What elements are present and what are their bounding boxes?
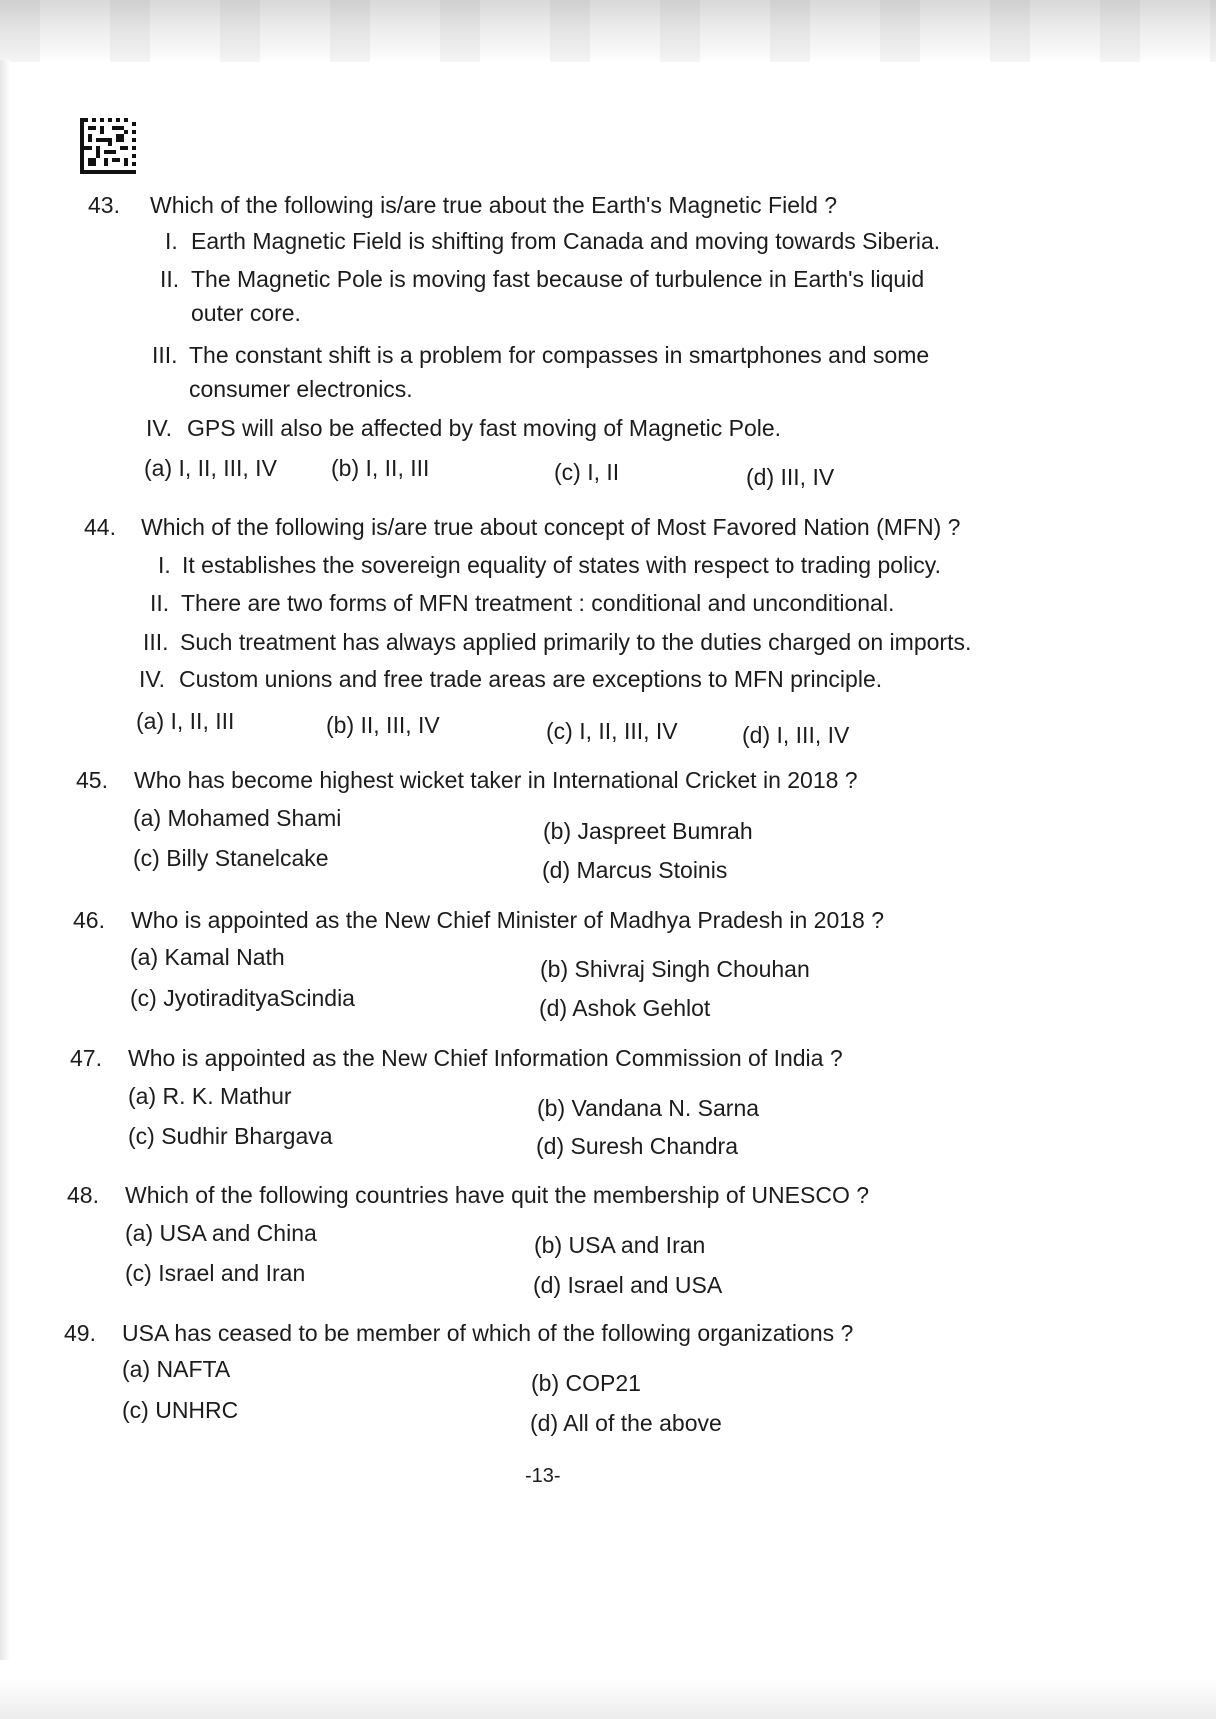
question-number: 47. [70, 1045, 102, 1071]
option-c: (c) JyotiradityaScindia [130, 985, 355, 1011]
option-a: (a) R. K. Mathur [128, 1083, 292, 1109]
question-text: Who is appointed as the New Chief Minister of Madhya Pradesh in 2018 ? [131, 907, 885, 933]
option-a: (a) I, II, III [136, 708, 235, 734]
question-text: Which of the following is/are true about concept of Most Favored Nation (MFN) ? [141, 514, 961, 540]
option-c: (c) Israel and Iran [125, 1260, 306, 1286]
statement-label: IV. [146, 415, 173, 441]
question-number: 45. [76, 767, 108, 793]
option-d: (d) Suresh Chandra [536, 1133, 738, 1159]
statement-text: Custom unions and free trade areas are exceptions to MFN principle. [179, 666, 883, 692]
statement-text: It establishes the sovereign equality of states with respect to trading policy. [182, 552, 941, 578]
statement-label: IV. [139, 666, 166, 692]
option-d: (d) Israel and USA [533, 1272, 723, 1298]
statement-continuation: outer core. [191, 300, 301, 326]
option-d: (d) All of the above [530, 1410, 722, 1436]
statement-label: I. [158, 552, 171, 578]
question-text: USA has ceased to be member of which of the following organizations ? [122, 1320, 854, 1346]
option-b: (b) COP21 [531, 1370, 641, 1396]
question-text: Who has become highest wicket taker in International Cricket in 2018 ? [134, 767, 858, 793]
option-c: (c) Sudhir Bhargava [128, 1123, 333, 1149]
option-a: (a) I, II, III, IV [144, 455, 277, 481]
question-text: Who is appointed as the New Chief Information Commission of India ? [128, 1045, 843, 1071]
option-b: (b) Shivraj Singh Chouhan [540, 956, 810, 982]
option-b: (b) Vandana N. Sarna [537, 1095, 760, 1121]
option-c: (c) I, II [554, 459, 620, 485]
question-number: 46. [73, 907, 105, 933]
statement-label: II. [150, 590, 170, 616]
option-d: (d) III, IV [746, 464, 835, 490]
statement-text: The Magnetic Pole is moving fast because of turbulence in Earth's liquid [191, 266, 925, 292]
question-number: 49. [64, 1320, 96, 1346]
option-a: (a) USA and China [125, 1220, 317, 1246]
option-c: (c) UNHRC [122, 1397, 239, 1423]
statement-text: The constant shift is a problem for compasses in smartphones and some [189, 342, 930, 368]
page-number: -13- [525, 1465, 561, 1487]
question-number: 43. [88, 192, 120, 218]
question-number: 48. [67, 1182, 99, 1208]
option-b: (b) Jaspreet Bumrah [543, 818, 753, 844]
statement-continuation: consumer electronics. [189, 376, 413, 402]
option-b: (b) II, III, IV [326, 712, 440, 738]
statement-label: II. [160, 266, 180, 292]
option-c: (c) I, II, III, IV [546, 718, 678, 744]
statement-text: GPS will also be affected by fast moving of Magnetic Pole. [187, 415, 782, 441]
option-d: (d) Marcus Stoinis [542, 857, 728, 883]
question-number: 44. [84, 514, 116, 540]
question-text: Which of the following countries have quit the membership of UNESCO ? [125, 1182, 870, 1208]
option-a: (a) Mohamed Shami [133, 805, 342, 831]
statement-text: There are two forms of MFN treatment : conditional and unconditional. [181, 590, 895, 616]
statement-text: Earth Magnetic Field is shifting from Canada and moving towards Siberia. [191, 228, 941, 254]
statement-label: III. [143, 629, 169, 655]
statement-label: I. [165, 228, 178, 254]
option-c: (c) Billy Stanelcake [133, 845, 329, 871]
statement-text: Such treatment has always applied primarily to the duties charged on imports. [180, 629, 972, 655]
option-d: (d) Ashok Gehlot [539, 995, 711, 1021]
option-a: (a) NAFTA [122, 1356, 231, 1382]
option-b: (b) USA and Iran [534, 1232, 706, 1258]
option-a: (a) Kamal Nath [130, 944, 285, 970]
option-b: (b) I, II, III [331, 455, 430, 481]
question-text: Which of the following is/are true about the Earth's Magnetic Field ? [150, 192, 838, 218]
statement-label: III. [152, 342, 178, 368]
option-d: (d) I, III, IV [742, 722, 850, 748]
